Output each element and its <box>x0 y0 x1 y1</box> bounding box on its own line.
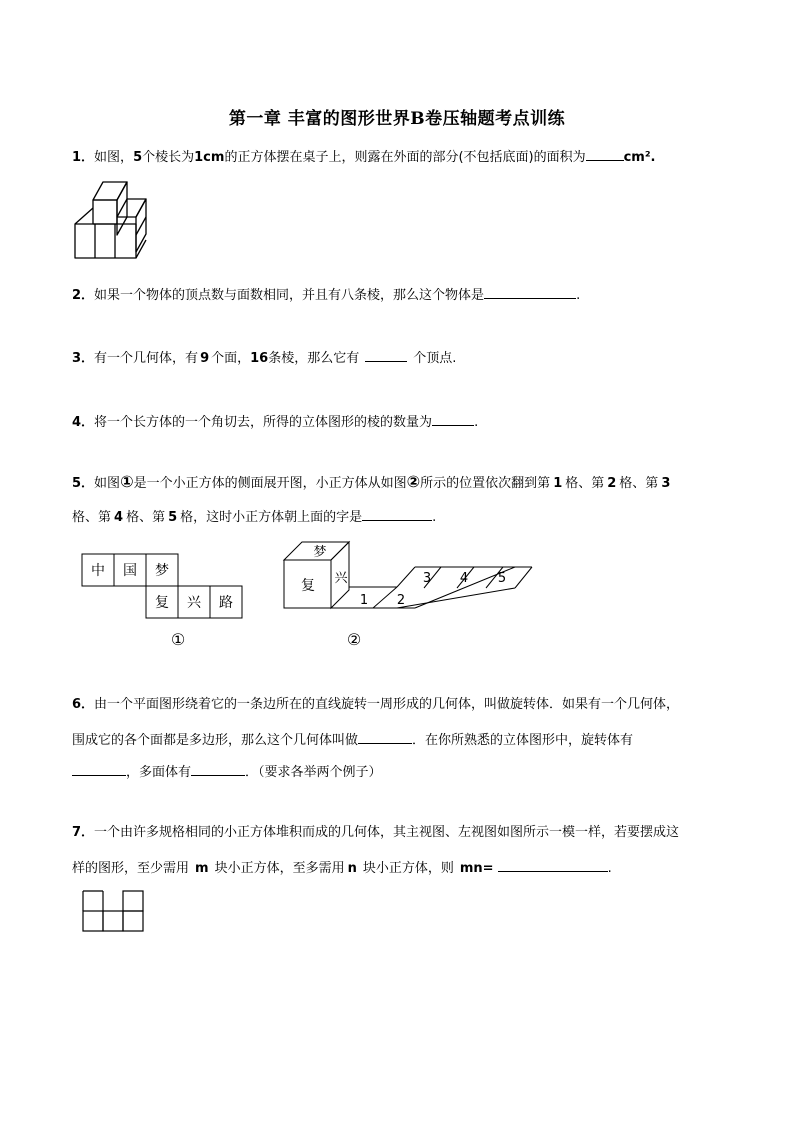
question-6 <box>72 697 732 713</box>
variable-m: m <box>195 861 209 876</box>
strip-cell-number: 2 <box>396 593 406 608</box>
question-6-line-2 <box>72 729 732 749</box>
cube-net-figure <box>80 552 250 652</box>
question-4 <box>72 411 732 431</box>
figure-ref: ② <box>406 472 421 491</box>
answer-blank[interactable] <box>365 347 407 362</box>
question-text: 如果一个物体的顶点数与面数相同，并且有八条棱，那么这个物体是 <box>94 288 485 303</box>
question-number: 6． <box>72 697 95 712</box>
question-number: 3． <box>72 351 95 366</box>
question-1 <box>72 146 732 166</box>
question-2 <box>72 284 732 304</box>
question-text: 格、第 <box>72 510 112 525</box>
cube-face-text: 复 <box>301 578 315 594</box>
question-text: 块小正方体，至多需用 <box>214 861 345 876</box>
cube-face-text: 兴 <box>334 571 348 586</box>
question-3 <box>72 347 732 367</box>
question-5-line-2 <box>72 506 732 526</box>
net-cell-text: 中 <box>91 563 105 579</box>
question-number: 2． <box>72 288 95 303</box>
question-text: 格、第 <box>565 476 605 491</box>
net-cell-text: 兴 <box>187 595 201 611</box>
question-text: 个棱长为 <box>142 150 195 165</box>
question-tail: . <box>432 510 437 525</box>
strip-cell-number: 3 <box>422 571 432 586</box>
question-7 <box>72 825 732 841</box>
question-number: 1． <box>72 150 95 165</box>
variable-n: n <box>347 861 357 876</box>
question-text: 块小正方体，则 <box>362 861 454 876</box>
net-cell-text: 路 <box>219 595 233 611</box>
face-count: 9 <box>200 351 210 366</box>
question-text: 有一个几何体，有 <box>94 351 199 366</box>
question-number: 7． <box>72 825 95 840</box>
question-number: 5． <box>72 476 95 491</box>
question-tail: . <box>607 861 612 876</box>
view-grid-figure <box>81 889 145 933</box>
question-text: ．（要求各举两个例子） <box>245 765 382 780</box>
question-text: 围成它的各个面都是多边形，那么这个几何体叫做 <box>72 733 359 748</box>
question-text: 个面， <box>211 351 251 366</box>
question-5 <box>72 474 732 492</box>
net-cell-text: 国 <box>123 563 137 579</box>
question-tail: 个顶点. <box>413 351 457 366</box>
figure-label: ② <box>346 630 362 649</box>
strip-cell-number: 1 <box>359 593 369 608</box>
question-tail: . <box>576 288 581 303</box>
question-text: 是一个小正方体的侧面展开图，小正方体从如图 <box>133 476 407 491</box>
question-text: 格、第 <box>126 510 166 525</box>
answer-blank[interactable] <box>72 761 126 776</box>
answer-blank[interactable] <box>362 506 432 521</box>
answer-blank[interactable] <box>191 761 245 776</box>
cube-count: 5 <box>133 150 143 165</box>
question-text: 的正方体摆在桌子上，则露在外面的部分(不包括底面)的面积为 <box>224 150 586 165</box>
question-text: 将一个长方体的一个角切去，所得的立体图形的棱的数量为 <box>94 415 433 430</box>
question-number: 4． <box>72 415 95 430</box>
strip-cell-number: 4 <box>459 571 469 586</box>
question-text: 格，这时小正方体朝上面的字是 <box>180 510 363 525</box>
question-text: 所示的位置依次翻到第 <box>420 476 551 491</box>
figure-ref: ① <box>120 472 134 491</box>
answer-blank[interactable] <box>432 411 474 426</box>
grid-number: 3 <box>661 476 671 491</box>
edge-length: 1cm <box>194 150 225 165</box>
grid-number: 1 <box>553 476 563 491</box>
question-text: 格、第 <box>619 476 659 491</box>
question-text: 一个由许多规格相同的小正方体堆积而成的几何体，其主视图、左视图如图所示一模一样，若要摆成这 <box>94 825 680 840</box>
rolling-cube-figure <box>278 538 540 652</box>
strip-cell-number: 5 <box>497 571 507 586</box>
answer-blank[interactable] <box>484 284 576 299</box>
question-7-line-2 <box>72 857 732 877</box>
question-text: 由一个平面图形绕着它的一条边所在的直线旋转一周形成的几何体，叫做旋转体．如果有一个几何体， <box>94 697 680 712</box>
grid-number: 5 <box>168 510 178 525</box>
edge-count: 16 <box>250 351 269 366</box>
question-text: 样的图形，至少需用 <box>72 861 190 876</box>
net-cell-text: 复 <box>155 595 169 611</box>
figure-label: ① <box>170 630 186 649</box>
question-tail: . <box>474 415 479 430</box>
grid-number: 2 <box>607 476 617 491</box>
expression: mn= <box>459 861 494 876</box>
page-title: 第一章 丰富的图形世界B卷压轴题考点训练 <box>228 109 566 129</box>
net-cell-text: 梦 <box>155 563 169 579</box>
cube-stack-figure <box>72 178 152 262</box>
question-text: ．在你所熟悉的立体图形中，旋转体有 <box>412 733 634 748</box>
unit-label: cm². <box>623 150 656 165</box>
question-6-line-3 <box>72 761 732 781</box>
question-text: 如图 <box>94 476 121 491</box>
question-text: ，多面体有 <box>126 765 192 780</box>
cube-face-text: 梦 <box>313 545 327 560</box>
answer-blank[interactable] <box>358 729 412 744</box>
question-text: 条棱，那么它有 <box>268 351 360 366</box>
answer-blank[interactable] <box>498 857 608 872</box>
question-text: 如图， <box>94 150 134 165</box>
answer-blank[interactable] <box>586 146 624 161</box>
grid-number: 4 <box>114 510 124 525</box>
